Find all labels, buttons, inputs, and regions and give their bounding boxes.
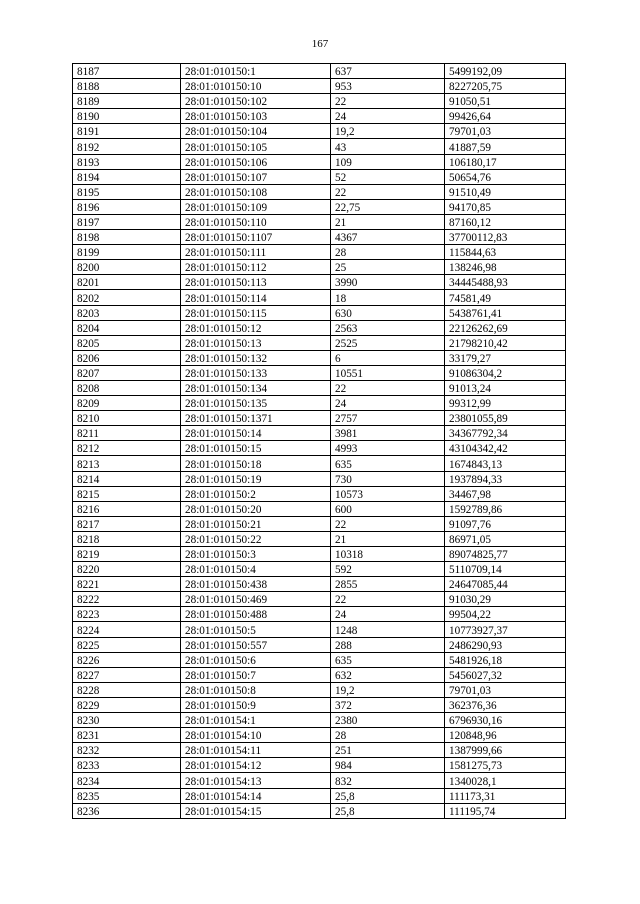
cadastral-number-cell: 28:01:010150:1107: [181, 230, 331, 245]
cadastral-number-cell: 28:01:010150:115: [181, 305, 331, 320]
row-number-cell: 8230: [73, 713, 181, 728]
cadastral-number-cell: 28:01:010150:14: [181, 426, 331, 441]
value-cell: 138246,98: [445, 260, 566, 275]
cadastral-number-cell: 28:01:010150:22: [181, 531, 331, 546]
cadastral-number-cell: 28:01:010150:135: [181, 396, 331, 411]
table-row: [73, 124, 566, 139]
value-cell: 50654,76: [445, 169, 566, 184]
cadastral-number-cell: 28:01:010150:113: [181, 275, 331, 290]
table-row: [73, 214, 566, 229]
table-row: [73, 275, 566, 290]
value-cell: 24647085,44: [445, 577, 566, 592]
row-number-cell: 8212: [73, 441, 181, 456]
row-number-cell: 8194: [73, 169, 181, 184]
value-cell: 37700112,83: [445, 230, 566, 245]
area-cell: 25,8: [331, 803, 445, 818]
area-cell: 10573: [331, 486, 445, 501]
area-cell: 953: [331, 79, 445, 94]
cadastral-number-cell: 28:01:010150:112: [181, 260, 331, 275]
table-row: [73, 577, 566, 592]
area-cell: 22: [331, 94, 445, 109]
row-number-cell: 8223: [73, 607, 181, 622]
area-cell: 25: [331, 260, 445, 275]
table-row: [73, 64, 566, 79]
cadastral-number-cell: 28:01:010150:103: [181, 109, 331, 124]
row-number-cell: 8217: [73, 516, 181, 531]
row-number-cell: 8229: [73, 697, 181, 712]
value-cell: 1340028,1: [445, 773, 566, 788]
row-number-cell: 8224: [73, 622, 181, 637]
row-number-cell: 8189: [73, 94, 181, 109]
value-cell: 91030,29: [445, 592, 566, 607]
row-number-cell: 8207: [73, 365, 181, 380]
table-row: [73, 184, 566, 199]
row-number-cell: 8199: [73, 245, 181, 260]
value-cell: 111173,31: [445, 788, 566, 803]
cadastral-number-cell: 28:01:010150:13: [181, 335, 331, 350]
value-cell: 74581,49: [445, 290, 566, 305]
table-row: [73, 667, 566, 682]
value-cell: 1937894,33: [445, 471, 566, 486]
area-cell: 22: [331, 592, 445, 607]
value-cell: 1581275,73: [445, 758, 566, 773]
cadastral-number-cell: 28:01:010150:1: [181, 64, 331, 79]
area-cell: 24: [331, 109, 445, 124]
value-cell: 5499192,09: [445, 64, 566, 79]
table-row: [73, 773, 566, 788]
cadastral-number-cell: 28:01:010150:106: [181, 154, 331, 169]
value-cell: 5438761,41: [445, 305, 566, 320]
area-cell: 24: [331, 607, 445, 622]
row-number-cell: 8201: [73, 275, 181, 290]
value-cell: 120848,96: [445, 728, 566, 743]
cadastral-number-cell: 28:01:010150:9: [181, 697, 331, 712]
row-number-cell: 8228: [73, 682, 181, 697]
table-row: [73, 592, 566, 607]
cadastral-number-cell: 28:01:010150:18: [181, 456, 331, 471]
area-cell: 24: [331, 396, 445, 411]
row-number-cell: 8209: [73, 396, 181, 411]
value-cell: 1592789,86: [445, 501, 566, 516]
area-cell: 22: [331, 516, 445, 531]
table-row: [73, 260, 566, 275]
table-row: [73, 79, 566, 94]
value-cell: 5456027,32: [445, 667, 566, 682]
cadastral-number-cell: 28:01:010150:6: [181, 652, 331, 667]
table-row: [73, 697, 566, 712]
table-row: [73, 622, 566, 637]
cadastral-number-cell: 28:01:010150:438: [181, 577, 331, 592]
row-number-cell: 8231: [73, 728, 181, 743]
table-row: [73, 154, 566, 169]
table-row: [73, 788, 566, 803]
cadastral-number-cell: 28:01:010150:12: [181, 320, 331, 335]
value-cell: 87160,12: [445, 214, 566, 229]
area-cell: 635: [331, 456, 445, 471]
area-cell: 3981: [331, 426, 445, 441]
value-cell: 94170,85: [445, 199, 566, 214]
row-number-cell: 8232: [73, 743, 181, 758]
value-cell: 43104342,42: [445, 441, 566, 456]
area-cell: 600: [331, 501, 445, 516]
cadastral-number-cell: 28:01:010150:10: [181, 79, 331, 94]
cadastral-number-cell: 28:01:010150:488: [181, 607, 331, 622]
cadastral-number-cell: 28:01:010150:469: [181, 592, 331, 607]
value-cell: 111195,74: [445, 803, 566, 818]
table-row: [73, 728, 566, 743]
value-cell: 106180,17: [445, 154, 566, 169]
value-cell: 91050,51: [445, 94, 566, 109]
table-row: [73, 652, 566, 667]
value-cell: 5110709,14: [445, 562, 566, 577]
table-row: [73, 245, 566, 260]
area-cell: 52: [331, 169, 445, 184]
table-row: [73, 411, 566, 426]
cadastral-number-cell: 28:01:010150:102: [181, 94, 331, 109]
table-row: [73, 426, 566, 441]
value-cell: 21798210,42: [445, 335, 566, 350]
area-cell: 630: [331, 305, 445, 320]
row-number-cell: 8206: [73, 350, 181, 365]
value-cell: 99426,64: [445, 109, 566, 124]
table-row: [73, 396, 566, 411]
cadastral-number-cell: 28:01:010154:13: [181, 773, 331, 788]
value-cell: 34467,98: [445, 486, 566, 501]
value-cell: 10773927,37: [445, 622, 566, 637]
row-number-cell: 8208: [73, 380, 181, 395]
value-cell: 23801055,89: [445, 411, 566, 426]
cadastral-number-cell: 28:01:010150:20: [181, 501, 331, 516]
table-row: [73, 199, 566, 214]
area-cell: 2380: [331, 713, 445, 728]
area-cell: 592: [331, 562, 445, 577]
row-number-cell: 8220: [73, 562, 181, 577]
cadastral-number-cell: 28:01:010150:110: [181, 214, 331, 229]
area-cell: 10318: [331, 547, 445, 562]
area-cell: 2525: [331, 335, 445, 350]
value-cell: 115844,63: [445, 245, 566, 260]
area-cell: 637: [331, 64, 445, 79]
area-cell: 22: [331, 184, 445, 199]
row-number-cell: 8197: [73, 214, 181, 229]
table-row: [73, 109, 566, 124]
row-number-cell: 8233: [73, 758, 181, 773]
row-number-cell: 8203: [73, 305, 181, 320]
row-number-cell: 8215: [73, 486, 181, 501]
area-cell: 6: [331, 350, 445, 365]
table-row: [73, 713, 566, 728]
table-row: [73, 743, 566, 758]
cadastral-number-cell: 28:01:010154:15: [181, 803, 331, 818]
cadastral-number-cell: 28:01:010150:109: [181, 199, 331, 214]
area-cell: 28: [331, 245, 445, 260]
area-cell: 28: [331, 728, 445, 743]
cadastral-number-cell: 28:01:010154:12: [181, 758, 331, 773]
row-number-cell: 8216: [73, 501, 181, 516]
cadastral-number-cell: 28:01:010150:134: [181, 380, 331, 395]
table-row: [73, 350, 566, 365]
row-number-cell: 8236: [73, 803, 181, 818]
table-row: [73, 486, 566, 501]
area-cell: 2563: [331, 320, 445, 335]
table-row: [73, 305, 566, 320]
value-cell: 6796930,16: [445, 713, 566, 728]
value-cell: 34445488,93: [445, 275, 566, 290]
cadastral-number-cell: 28:01:010150:4: [181, 562, 331, 577]
row-number-cell: 8225: [73, 637, 181, 652]
value-cell: 34367792,34: [445, 426, 566, 441]
area-cell: 21: [331, 531, 445, 546]
row-number-cell: 8193: [73, 154, 181, 169]
area-cell: 10551: [331, 365, 445, 380]
cadastral-number-cell: 28:01:010150:557: [181, 637, 331, 652]
area-cell: 22,75: [331, 199, 445, 214]
row-number-cell: 8200: [73, 260, 181, 275]
table-row: [73, 335, 566, 350]
row-number-cell: 8235: [73, 788, 181, 803]
area-cell: 109: [331, 154, 445, 169]
table-row: [73, 290, 566, 305]
cadastral-number-cell: 28:01:010150:108: [181, 184, 331, 199]
row-number-cell: 8221: [73, 577, 181, 592]
row-number-cell: 8222: [73, 592, 181, 607]
row-number-cell: 8234: [73, 773, 181, 788]
table-row: [73, 471, 566, 486]
table-row: [73, 139, 566, 154]
table-row: [73, 637, 566, 652]
cadastral-number-cell: 28:01:010150:114: [181, 290, 331, 305]
value-cell: 41887,59: [445, 139, 566, 154]
value-cell: 8227205,75: [445, 79, 566, 94]
area-cell: 730: [331, 471, 445, 486]
table-row: [73, 501, 566, 516]
table-row: [73, 456, 566, 471]
cadastral-number-cell: 28:01:010150:132: [181, 350, 331, 365]
area-cell: 632: [331, 667, 445, 682]
table-row: [73, 562, 566, 577]
area-cell: 372: [331, 697, 445, 712]
row-number-cell: 8219: [73, 547, 181, 562]
cadastral-number-cell: 28:01:010154:1: [181, 713, 331, 728]
row-number-cell: 8205: [73, 335, 181, 350]
table-row: [73, 380, 566, 395]
row-number-cell: 8196: [73, 199, 181, 214]
area-cell: 21: [331, 214, 445, 229]
table-row: [73, 607, 566, 622]
registry-table-body: [73, 64, 566, 819]
row-number-cell: 8218: [73, 531, 181, 546]
table-row: [73, 758, 566, 773]
area-cell: 22: [331, 380, 445, 395]
value-cell: 5481926,18: [445, 652, 566, 667]
table-row: [73, 169, 566, 184]
value-cell: 22126262,69: [445, 320, 566, 335]
area-cell: 832: [331, 773, 445, 788]
area-cell: 19,2: [331, 682, 445, 697]
table-row: [73, 531, 566, 546]
cadastral-number-cell: 28:01:010150:3: [181, 547, 331, 562]
table-row: [73, 94, 566, 109]
cadastral-number-cell: 28:01:010150:19: [181, 471, 331, 486]
cadastral-number-cell: 28:01:010150:7: [181, 667, 331, 682]
area-cell: 635: [331, 652, 445, 667]
row-number-cell: 8191: [73, 124, 181, 139]
value-cell: 86971,05: [445, 531, 566, 546]
cadastral-number-cell: 28:01:010154:10: [181, 728, 331, 743]
registry-table: [72, 63, 566, 819]
value-cell: 1674843,13: [445, 456, 566, 471]
value-cell: 362376,36: [445, 697, 566, 712]
area-cell: 18: [331, 290, 445, 305]
cadastral-number-cell: 28:01:010150:2: [181, 486, 331, 501]
row-number-cell: 8195: [73, 184, 181, 199]
row-number-cell: 8187: [73, 64, 181, 79]
cadastral-number-cell: 28:01:010150:105: [181, 139, 331, 154]
cadastral-number-cell: 28:01:010150:1371: [181, 411, 331, 426]
value-cell: 91013,24: [445, 380, 566, 395]
value-cell: 99312,99: [445, 396, 566, 411]
row-number-cell: 8214: [73, 471, 181, 486]
value-cell: 79701,03: [445, 682, 566, 697]
value-cell: 91086304,2: [445, 365, 566, 380]
cadastral-number-cell: 28:01:010150:104: [181, 124, 331, 139]
row-number-cell: 8210: [73, 411, 181, 426]
area-cell: 288: [331, 637, 445, 652]
table-row: [73, 682, 566, 697]
area-cell: 43: [331, 139, 445, 154]
row-number-cell: 8198: [73, 230, 181, 245]
table-row: [73, 547, 566, 562]
cadastral-number-cell: 28:01:010150:133: [181, 365, 331, 380]
row-number-cell: 8213: [73, 456, 181, 471]
row-number-cell: 8188: [73, 79, 181, 94]
row-number-cell: 8202: [73, 290, 181, 305]
table-row: [73, 230, 566, 245]
row-number-cell: 8190: [73, 109, 181, 124]
table-row: [73, 803, 566, 818]
value-cell: 91097,76: [445, 516, 566, 531]
area-cell: 2757: [331, 411, 445, 426]
cadastral-number-cell: 28:01:010150:8: [181, 682, 331, 697]
cadastral-number-cell: 28:01:010154:14: [181, 788, 331, 803]
table-row: [73, 320, 566, 335]
value-cell: 79701,03: [445, 124, 566, 139]
area-cell: 2855: [331, 577, 445, 592]
table-row: [73, 441, 566, 456]
area-cell: 1248: [331, 622, 445, 637]
value-cell: 2486290,93: [445, 637, 566, 652]
table-row: [73, 516, 566, 531]
cadastral-number-cell: 28:01:010150:107: [181, 169, 331, 184]
cadastral-number-cell: 28:01:010150:5: [181, 622, 331, 637]
page-number: 167: [311, 38, 329, 50]
value-cell: 99504,22: [445, 607, 566, 622]
cadastral-number-cell: 28:01:010154:11: [181, 743, 331, 758]
row-number-cell: 8226: [73, 652, 181, 667]
cadastral-number-cell: 28:01:010150:21: [181, 516, 331, 531]
row-number-cell: 8211: [73, 426, 181, 441]
cadastral-number-cell: 28:01:010150:111: [181, 245, 331, 260]
row-number-cell: 8204: [73, 320, 181, 335]
area-cell: 3990: [331, 275, 445, 290]
row-number-cell: 8227: [73, 667, 181, 682]
area-cell: 4993: [331, 441, 445, 456]
value-cell: 1387999,66: [445, 743, 566, 758]
cadastral-number-cell: 28:01:010150:15: [181, 441, 331, 456]
area-cell: 25,8: [331, 788, 445, 803]
row-number-cell: 8192: [73, 139, 181, 154]
area-cell: 19,2: [331, 124, 445, 139]
value-cell: 33179,27: [445, 350, 566, 365]
area-cell: 984: [331, 758, 445, 773]
table-row: [73, 365, 566, 380]
value-cell: 89074825,77: [445, 547, 566, 562]
area-cell: 251: [331, 743, 445, 758]
area-cell: 4367: [331, 230, 445, 245]
value-cell: 91510,49: [445, 184, 566, 199]
